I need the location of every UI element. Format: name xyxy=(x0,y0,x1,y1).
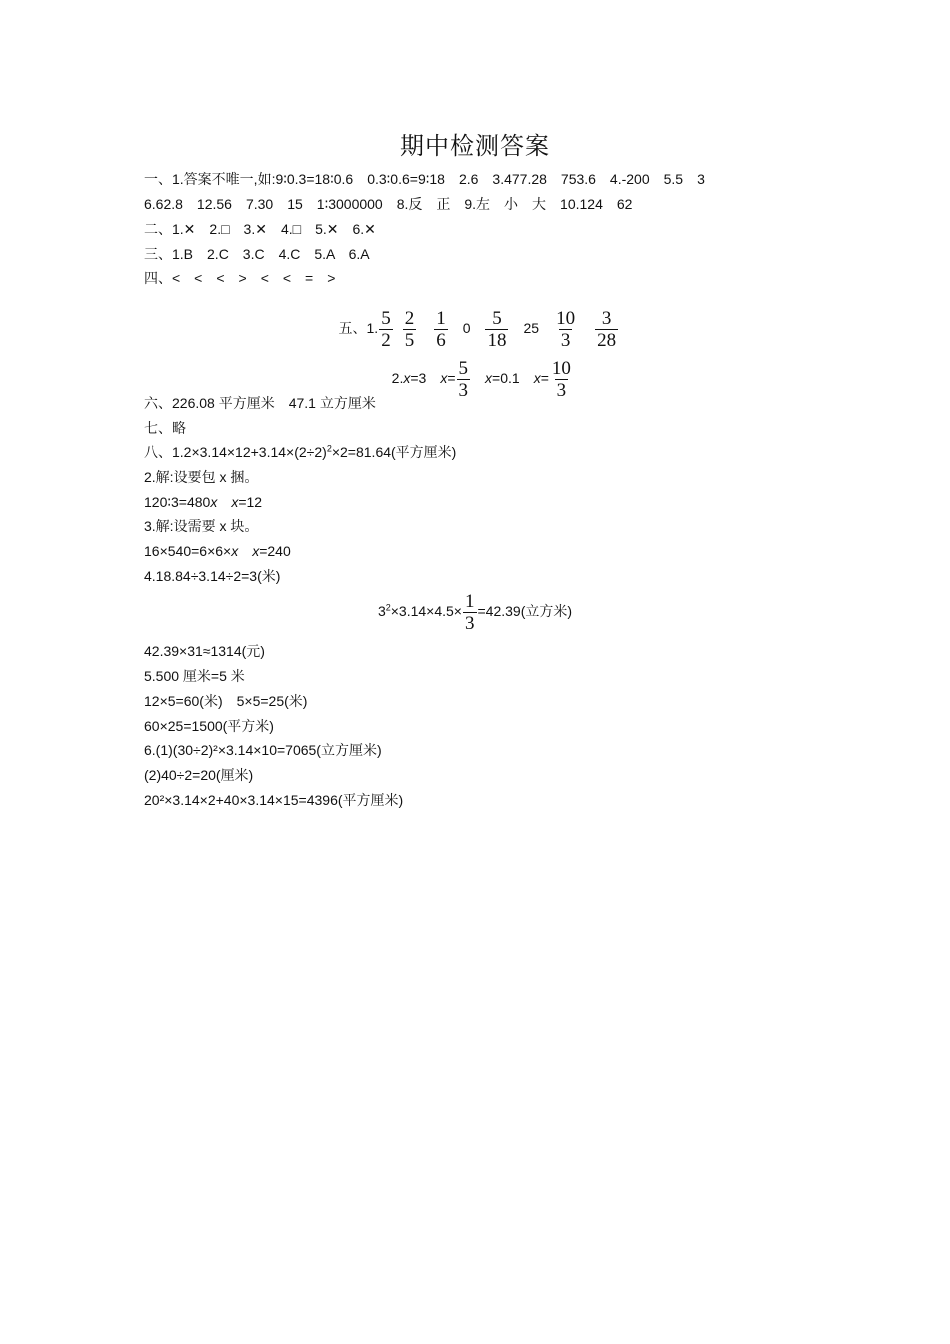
section-8-line-1: 八、$1.2\times 3.14\times 12+3.14\times(2\div 2)^2\times 2=81.64$(平方厘米) xyxy=(144,443,457,460)
section-8-q4-volume: $3^2\times 3.14\times 4.5\times$ $\frac{1}{3}$ =42.39(立方米) xyxy=(377,591,573,634)
fraction: $\frac{3}{28}$ xyxy=(597,308,617,351)
section-7: 七、略 xyxy=(144,420,186,436)
section-2: 二、1.✕ 2.□ 3.✕ 4.□ 5.✕ 6.✕ xyxy=(144,221,376,237)
fraction: $\frac{10}{3}$ xyxy=(551,358,571,401)
fraction: $\frac{1}{3}$ xyxy=(465,591,475,634)
section-6: 六、226.08 平方厘米 47.1 立方厘米 xyxy=(144,395,376,411)
section-8-q3: 3.解:设需要 x 块。 xyxy=(144,518,259,534)
section-5-line-2: 2.x=3 x= $\frac{5}{3}$ x=0.1 x= $\frac{10}{3}$ xyxy=(391,358,571,401)
section-1-line-2: 6.62.8 12.56 7.30 15 1∶3000000 8.反 正 9.左 小 大 10.124 62 xyxy=(144,196,633,212)
fraction: $\frac{5}{18}$ xyxy=(487,308,507,351)
section-8-q6-area: 20²×3.14×2+40×3.14×15=4396(平方厘米) xyxy=(144,792,404,808)
section-8-q6-part1: 6.(1)(30÷2)²×3.14×10=7065(立方厘米) xyxy=(144,742,382,758)
section-8-q4-cost: 42.39×31≈1314(元) xyxy=(144,643,265,659)
section-8-q2: 2.解:设要包 x 捆。 xyxy=(144,469,259,485)
section-8-q3-equation: 16×540=6×6×x x=240 xyxy=(144,543,291,559)
section-3: 三、1.B 2.C 3.C 4.C 5.A 6.A xyxy=(144,246,370,262)
section-1-line-1: 一、1.答案不唯一,如:9∶0.3=18∶0.6 0.3∶0.6=9∶18 2.6 3.477.28 753.6 4.-200 5.5 3 xyxy=(144,171,705,187)
fraction: $\frac{2}{5}$ xyxy=(404,308,415,351)
fraction: $\frac{10}{3}$ xyxy=(556,308,576,351)
section-4: 四、< < < > < < = > xyxy=(144,270,336,286)
fraction: $\frac{5}{3}$ xyxy=(458,358,469,401)
q5-zero: 0 xyxy=(462,320,471,337)
q5-prefix: 五、1. xyxy=(338,320,379,337)
section-8-q6-part2: (2)40÷2=20(厘米) xyxy=(144,767,254,783)
section-8-q5: 5.500 厘米=5 米 xyxy=(144,668,245,684)
section-8-q5-area: 60×25=1500(平方米) xyxy=(144,718,274,734)
section-8-q5-lengths: 12×5=60(米) 5×5=25(米) xyxy=(144,693,308,709)
section-8-q2-equation: 120∶3=480x x=12 xyxy=(144,494,263,510)
fraction: $\frac{5}{2}$ xyxy=(381,308,391,351)
page-title: 期中检测答案 xyxy=(400,132,550,160)
q5-twentyfive: 25 xyxy=(523,320,540,337)
fraction: $\frac{1}{6}$ xyxy=(436,308,446,351)
section-8-q4: 4.18.84÷3.14÷2=3(米) xyxy=(144,568,281,584)
